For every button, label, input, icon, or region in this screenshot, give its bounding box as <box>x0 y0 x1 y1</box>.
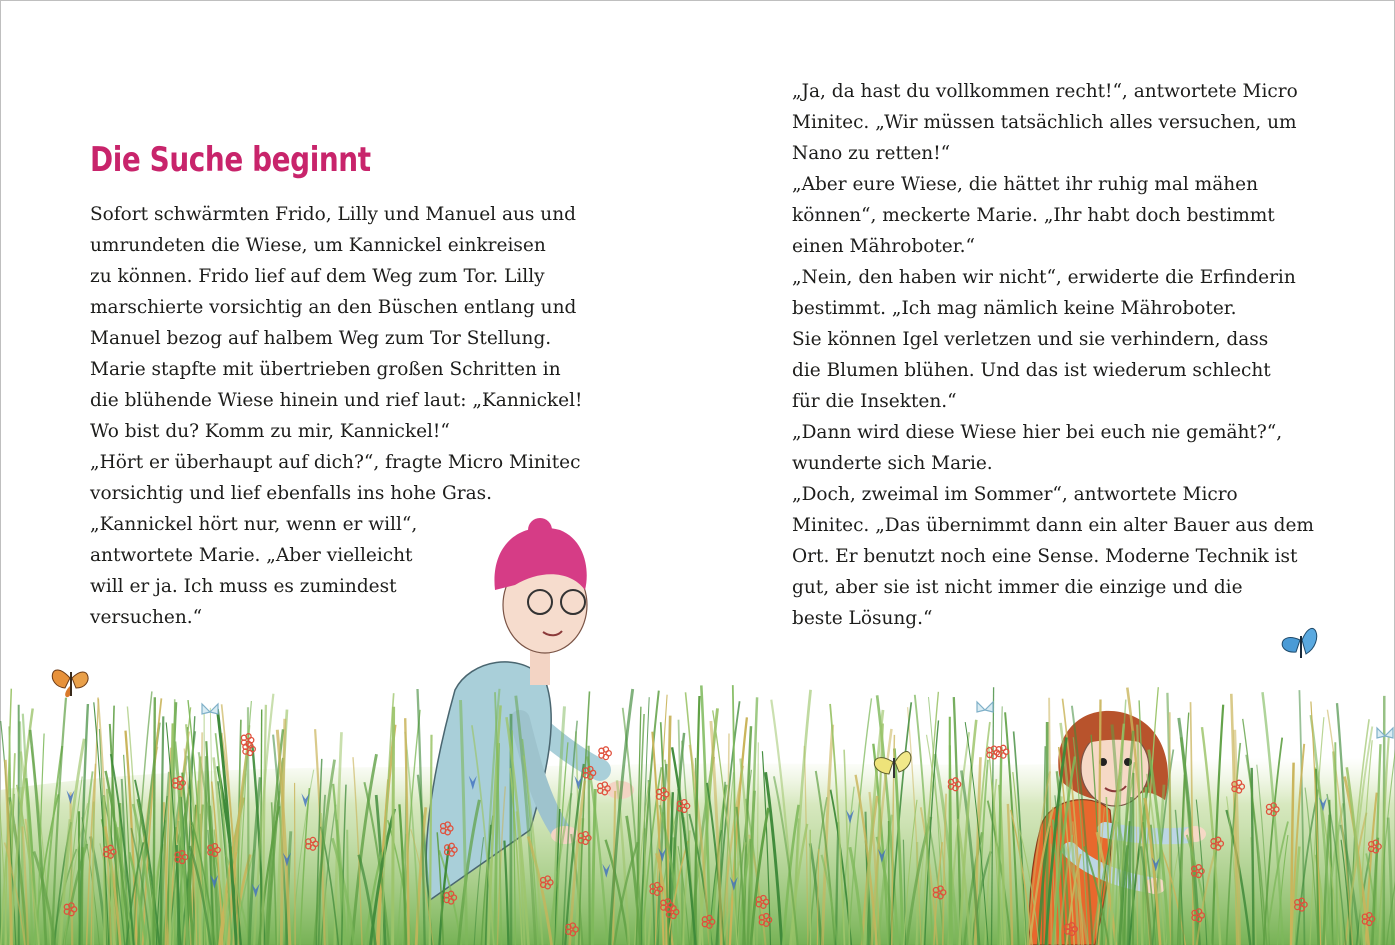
flower-icon <box>599 747 611 760</box>
text-line: wunderte sich Marie. <box>792 453 993 474</box>
text-line: beste Lösung.“ <box>792 608 933 629</box>
butterfly-orange-icon <box>52 670 88 697</box>
grass-blade <box>82 847 83 945</box>
grass-blade <box>645 828 646 945</box>
right-text-column <box>792 76 1314 634</box>
text-line: können“, meckerte Marie. „Ihr habt doch bestimmt <box>792 205 1275 226</box>
grass-blade <box>154 697 155 945</box>
text-line: zu können. Frido lief auf dem Weg zum Tor. Lilly <box>90 266 545 287</box>
text-line: Sie können Igel verletzen und sie verhindern, dass <box>792 329 1269 350</box>
grass-blade <box>889 821 890 945</box>
text-line: Nano zu retten!“ <box>792 143 951 164</box>
text-line: Ort. Er benutzt noch eine Sense. Moderne Technik ist <box>792 546 1298 567</box>
text-line: marschierte vorsichtig an den Büschen entlang und <box>90 297 577 318</box>
text-line: bestimmt. „Ich mag nämlich keine Mähroboter. <box>792 298 1237 319</box>
text-line: „Aber eure Wiese, die hättet ihr ruhig mal mähen <box>792 174 1259 195</box>
text-line: gut, aber sie ist nicht immer die einzige und die <box>792 577 1243 598</box>
grass-blade <box>347 830 348 945</box>
text-line: die blühende Wiese hinein und rief laut: „Kannickel! <box>90 390 583 411</box>
text-line: versuchen.“ <box>90 607 203 628</box>
text-line: „Dann wird diese Wiese hier bei euch nie gemäht?“, <box>792 422 1283 443</box>
left-text-column <box>90 199 582 633</box>
text-line: „Nein, den haben wir nicht“, erwiderte die Erfinderin <box>792 267 1296 288</box>
text-line: die Blumen blühen. Und das ist wiederum schlecht <box>792 360 1271 381</box>
text-line: Minitec. „Wir müssen tatsächlich alles versuchen, um <box>792 112 1297 133</box>
text-line: antwortete Marie. „Aber vielleicht <box>90 545 413 566</box>
text-line: für die Insekten.“ <box>792 391 957 412</box>
text-line: Sofort schwärmten Frido, Lilly und Manuel aus und <box>90 204 576 225</box>
text-line: Manuel bezog auf halbem Weg zum Tor Stellung. <box>90 328 552 349</box>
text-line: Minitec. „Das übernimmt dann ein alter Bauer aus dem <box>792 515 1314 536</box>
butterfly-small-icon <box>202 702 1393 738</box>
text-line: will er ja. Ich muss es zumindest <box>90 576 397 597</box>
text-line: „Ja, da hast du vollkommen recht!“, antwortete Micro <box>792 81 1298 102</box>
text-line: „Doch, zweimal im Sommer“, antwortete Micro <box>792 484 1238 505</box>
text-line: vorsichtig und lief ebenfalls ins hohe Gras. <box>90 483 493 504</box>
text-line: Marie stapfte mit übertrieben großen Schritten in <box>90 359 561 380</box>
grass-blade <box>393 707 394 945</box>
chapter-title: Die Suche beginnt <box>90 140 371 180</box>
text-line: „Hört er überhaupt auf dich?“, fragte Micro Minitec <box>90 452 581 473</box>
grass-blade <box>295 783 296 945</box>
text-line: Wo bist du? Komm zu mir, Kannickel!“ <box>90 421 450 442</box>
text-line: umrundeten die Wiese, um Kannickel einkreisen <box>90 235 546 256</box>
text-line: einen Mähroboter.“ <box>792 236 975 257</box>
text-line: „Kannickel hört nur, wenn er will“, <box>90 514 418 535</box>
